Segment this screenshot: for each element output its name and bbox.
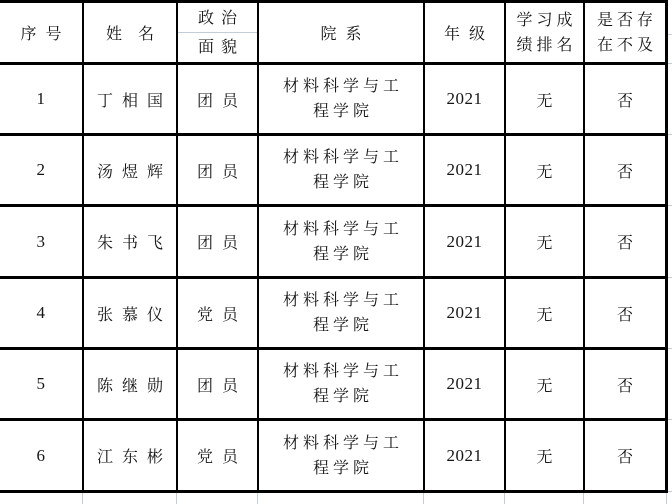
table-row bbox=[0, 65, 665, 136]
cell-serial: 3 bbox=[0, 207, 84, 279]
table-row bbox=[0, 421, 665, 493]
cell-grade: 2021 bbox=[425, 65, 506, 136]
cell-grade: 2021 bbox=[425, 421, 506, 493]
header-fail-line2: 在不及 bbox=[596, 36, 657, 54]
gridline bbox=[668, 205, 672, 206]
cell-department: 材料科学与工 程学院 bbox=[259, 136, 425, 207]
gridline bbox=[668, 491, 672, 492]
cell-serial: 5 bbox=[0, 350, 84, 421]
gridline bbox=[668, 277, 672, 278]
gridline bbox=[668, 134, 672, 135]
header-political-line1: 政治 bbox=[178, 3, 257, 33]
header-department bbox=[259, 3, 425, 65]
cell-name: 朱书飞 bbox=[84, 207, 178, 279]
cell-department: 材料科学与工 程学院 bbox=[259, 65, 425, 136]
table-row bbox=[0, 207, 665, 279]
gridline bbox=[504, 493, 505, 504]
header-grade bbox=[425, 3, 506, 65]
table-row bbox=[0, 136, 665, 207]
cell-rank: 无 bbox=[506, 421, 585, 493]
cell-political: 团员 bbox=[178, 65, 259, 136]
cell-grade: 2021 bbox=[425, 136, 506, 207]
cell-political: 团员 bbox=[178, 136, 259, 207]
cell-department: 材料科学与工 程学院 bbox=[259, 421, 425, 493]
cell-serial: 4 bbox=[0, 279, 84, 350]
header-serial bbox=[0, 3, 84, 65]
header-grade-label: 年级 bbox=[443, 26, 494, 43]
header-row bbox=[0, 3, 665, 65]
gridline bbox=[423, 493, 424, 504]
cell-rank: 无 bbox=[506, 65, 585, 136]
cell-political: 党员 bbox=[178, 279, 259, 350]
cell-fail: 否 bbox=[585, 421, 665, 493]
header-serial-label: 序号 bbox=[20, 26, 71, 43]
cell-fail: 否 bbox=[585, 207, 665, 279]
table-row bbox=[0, 350, 665, 421]
gridline bbox=[257, 493, 258, 504]
header-fail-line1: 是否存 bbox=[596, 11, 657, 29]
header-department-label: 院系 bbox=[320, 26, 371, 43]
gridline bbox=[668, 63, 672, 64]
gridline bbox=[583, 493, 584, 504]
cell-rank: 无 bbox=[506, 136, 585, 207]
cell-rank: 无 bbox=[506, 279, 585, 350]
cell-serial: 6 bbox=[0, 421, 84, 493]
header-fail bbox=[585, 3, 665, 65]
gridline bbox=[176, 493, 177, 504]
cell-department: 材料科学与工 程学院 bbox=[259, 207, 425, 279]
cell-political: 团员 bbox=[178, 207, 259, 279]
cell-fail: 否 bbox=[585, 136, 665, 207]
cell-political: 团员 bbox=[178, 350, 259, 421]
gridline bbox=[668, 419, 672, 420]
cell-fail: 否 bbox=[585, 65, 665, 136]
cell-grade: 2021 bbox=[425, 279, 506, 350]
cell-department: 材料科学与工 程学院 bbox=[259, 350, 425, 421]
cell-serial: 1 bbox=[0, 65, 84, 136]
header-political bbox=[178, 3, 259, 65]
header-rank-line1: 学习成 bbox=[516, 11, 577, 29]
cell-name: 丁相国 bbox=[84, 65, 178, 136]
cell-name: 陈继勋 bbox=[84, 350, 178, 421]
cell-fail: 否 bbox=[585, 279, 665, 350]
cell-name: 张慕仪 bbox=[84, 279, 178, 350]
cell-grade: 2021 bbox=[425, 350, 506, 421]
header-name bbox=[84, 3, 178, 65]
header-political-line2: 面貌 bbox=[197, 39, 244, 56]
cell-rank: 无 bbox=[506, 207, 585, 279]
gridline bbox=[666, 493, 667, 504]
header-name-label: 姓 名 bbox=[105, 26, 154, 43]
cell-department: 材料科学与工 程学院 bbox=[259, 279, 425, 350]
gridline bbox=[668, 348, 672, 349]
table-row bbox=[0, 279, 665, 350]
cell-political: 党员 bbox=[178, 421, 259, 493]
gridline bbox=[82, 493, 83, 504]
header-rank-line2: 绩排名 bbox=[516, 36, 577, 54]
cell-name: 汤煜辉 bbox=[84, 136, 178, 207]
cell-name: 江东彬 bbox=[84, 421, 178, 493]
cell-fail: 否 bbox=[585, 350, 665, 421]
cell-grade: 2021 bbox=[425, 207, 506, 279]
cell-rank: 无 bbox=[506, 350, 585, 421]
header-rank bbox=[506, 3, 585, 65]
gridline bbox=[668, 34, 672, 35]
cell-serial: 2 bbox=[0, 136, 84, 207]
